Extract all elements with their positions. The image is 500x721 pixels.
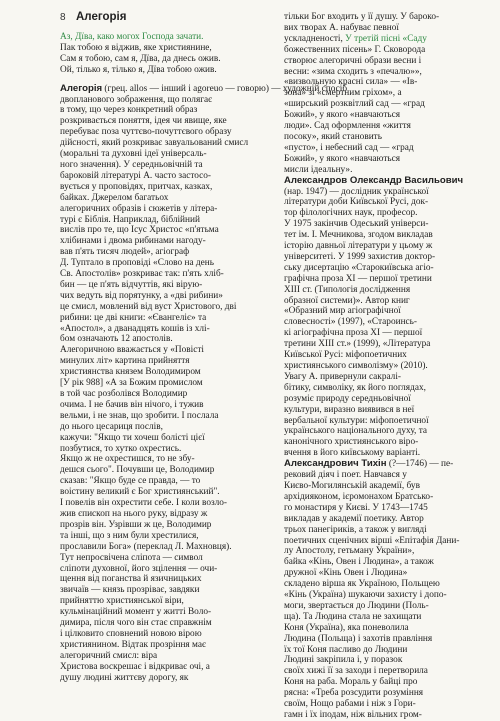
text-line — [60, 54, 278, 65]
text-segment: християнства князем Володимиром — [60, 367, 201, 378]
text-line — [284, 416, 484, 427]
text-line — [60, 487, 278, 498]
text-segment: лу Апостолу, гетьману України», — [284, 546, 415, 557]
text-line — [284, 372, 484, 383]
text-segment: божественних пісень» Г. Сковорода — [284, 44, 426, 55]
text-line — [60, 520, 278, 531]
text-line — [60, 564, 278, 575]
text-line — [60, 236, 278, 247]
text-segment: душу людині життєву дорогу, як — [60, 672, 189, 683]
text-line — [60, 313, 278, 324]
text-line — [60, 204, 278, 215]
text-line — [60, 585, 278, 596]
text-line — [284, 405, 484, 416]
text-segment: в той час розболівся Володимир — [60, 389, 188, 399]
text-segment: мисли ідеальну». — [284, 164, 353, 175]
text-line — [60, 116, 278, 127]
text-line — [284, 623, 484, 634]
text-segment: Коня (Україна), яка поневолила — [284, 622, 409, 633]
text-line — [60, 65, 278, 76]
text-line — [284, 634, 484, 645]
text-segment: рибини: це дві книги: «Євангеліє» та — [60, 312, 207, 323]
text-segment: їх тої Коня пасливо до Людини — [284, 644, 408, 655]
text-line — [284, 143, 484, 154]
text-line — [284, 121, 484, 132]
text-segment: образної системи)». Автор книг — [284, 295, 410, 306]
text-line — [60, 662, 278, 673]
text-line — [284, 241, 484, 252]
text-segment: І повелів він охрестити себе. І коли возло- — [60, 498, 228, 509]
text-line — [284, 459, 484, 470]
text-segment: дружної «Кінь Овен і Людина» — [284, 568, 408, 579]
text-line — [284, 688, 484, 699]
text-segment: чих ведуть від порятунку, а «дві рибини» — [60, 290, 223, 301]
text-line — [284, 317, 484, 328]
text-line — [284, 230, 484, 241]
text-segment: бом означають 12 апостолів. — [60, 334, 173, 345]
text-segment: кажучи: "Якщо ти хочеш болісті цієї — [60, 432, 205, 443]
text-line — [284, 590, 484, 601]
text-segment: вельми, і не знав, що зробити. І послала — [60, 410, 219, 421]
text-segment: ща). Та Людина стала не захищати — [284, 611, 422, 622]
text-line — [284, 383, 484, 394]
text-segment: розуміє природу середньовічної — [284, 393, 411, 404]
text-segment: хлібинами і двома рибинами нагоду- — [60, 236, 206, 247]
text-segment: культури, виразно виявився в неї — [284, 404, 415, 415]
text-segment: вислів про те, що Ісус Христос «п'ятьма — [60, 225, 219, 236]
text-segment: вербальної культури: міфопоетичної — [284, 415, 429, 426]
text-segment: зона» зі «смертним гріхом», а — [284, 88, 402, 99]
text-segment: дійсності, який розкриває завуальований смисл — [60, 138, 249, 149]
text-line — [60, 509, 278, 520]
text-line — [284, 99, 484, 110]
text-line — [60, 454, 278, 465]
text-line — [60, 43, 278, 54]
text-line — [60, 640, 278, 651]
text-segment: люди». Сад оформлення «життя — [284, 121, 411, 132]
text-line — [60, 82, 348, 95]
text-segment: вчення в його київському варіанті. — [284, 448, 421, 459]
text-segment: трьох панегіриків, а також у вигляді — [284, 524, 427, 535]
text-segment: християнського символізму» (2010). — [284, 361, 428, 371]
text-line — [60, 411, 278, 422]
text-line — [60, 400, 278, 411]
text-segment: весни: «зима сходить з «печалю»», — [284, 66, 422, 77]
text-segment: моги, звертається до Людини (Поль- — [284, 600, 429, 611]
text-segment: Христова воскрешає і відкриває очі, а — [60, 661, 210, 672]
text-segment: (грец. allos — інший і agoreuo — говорю) — художній спосіб — [102, 83, 348, 94]
text-line — [60, 367, 278, 378]
text-segment: позбутися, то хутко охрестись. — [60, 443, 182, 454]
text-segment: вується у проповідях, притчах, казках, — [60, 181, 213, 192]
text-line — [60, 215, 278, 226]
text-segment: бин — це п'ять відчуттів, які вірую- — [60, 279, 203, 290]
text-segment: вав п'ять тисяч людей», агіограф — [60, 247, 190, 258]
text-segment: викладав у академії поетику. Автор — [284, 513, 424, 524]
text-line — [60, 138, 278, 149]
text-segment: Пак тобою я віджив, яке християнине, — [60, 42, 212, 53]
text-segment: університеті. У 1999 захистив доктор- — [284, 251, 436, 262]
text-line — [60, 629, 278, 640]
text-segment: (моральні та духовні ідеї універсаль- — [60, 149, 207, 160]
text-line — [60, 302, 278, 313]
text-segment: «визвольную красні сила» — «Ів- — [284, 77, 418, 88]
text-line — [284, 197, 484, 208]
text-line — [60, 291, 278, 302]
text-segment: жив єпископ на нього руку, відразу ж — [60, 508, 208, 519]
text-segment: У третій пісні «Саду — [345, 33, 427, 44]
text-segment: бітику, символіку, як його поглядах, — [284, 382, 426, 393]
page-number: 8 — [60, 12, 66, 23]
text-line — [284, 274, 484, 285]
text-line — [284, 296, 484, 307]
text-line — [284, 187, 484, 198]
text-segment: Аз, Дïва, како могох Господа зачати. — [60, 32, 204, 42]
text-line — [284, 492, 484, 503]
page-header — [60, 12, 278, 26]
text-segment: турі є Біблія. Наприклад, біблійний — [60, 214, 200, 225]
text-line — [60, 444, 278, 455]
text-line — [60, 193, 278, 204]
text-line — [284, 12, 484, 23]
text-line — [60, 182, 278, 193]
text-segment: кульмінаційний момент у житті Воло- — [60, 607, 212, 618]
text-line — [284, 710, 484, 721]
text-segment: гамн і їх іподам, ніж вільних гром- — [284, 710, 422, 720]
text-line — [60, 651, 278, 662]
text-segment: «Образний мир агіографічної — [284, 306, 401, 317]
text-segment: «Кінь (Україна) шукаючи захисту і допо- — [284, 590, 447, 601]
text-segment: розкривається поняття, ідея чи явище, яке — [60, 116, 227, 127]
text-line — [60, 673, 278, 684]
text-line — [284, 154, 484, 165]
text-segment: Увагу А. привернули сакралі- — [284, 371, 401, 382]
text-segment: звичаїв — князь прозріває, завдяки — [60, 585, 200, 596]
text-line — [284, 110, 484, 121]
text-segment: ного значення). У середньовічній та — [60, 159, 203, 170]
entry-headword: Алегорія — [60, 82, 103, 94]
text-line — [284, 470, 484, 481]
text-segment: графічна проза XI — першої третини — [284, 273, 432, 284]
text-line — [284, 503, 484, 514]
text-segment: сліпоти духовної, його зцілення — очи- — [60, 563, 218, 574]
text-line — [284, 339, 484, 350]
text-segment: XIII ст. (Типологія дослідження — [284, 284, 411, 295]
text-segment: (?—1746) — пе- — [386, 459, 454, 470]
text-line — [284, 655, 484, 666]
text-segment: Божий», у якого «навчаються — [284, 110, 401, 121]
text-segment: канонічного християнського віро- — [284, 437, 419, 448]
text-segment: кі агіографічна проза XI — першої — [284, 328, 423, 339]
text-segment: Сам я тобою, сам я, Дïва, да днесь ожив. — [60, 53, 221, 64]
text-line — [60, 247, 278, 258]
text-segment: до нього цесариця послів, — [60, 421, 163, 432]
text-segment: очима. І не бачив він нічого, і тужив — [60, 399, 204, 410]
text-segment: архідияконом, ієромонахом Братсько- — [284, 491, 434, 502]
text-line — [60, 225, 278, 236]
text-line — [60, 171, 278, 182]
text-line — [284, 285, 484, 296]
text-segment: християнином. Відтак прозріння має — [60, 639, 206, 650]
text-line — [284, 666, 484, 677]
text-line — [284, 23, 484, 34]
text-segment: алегоричних образів і сюжетів у літера- — [60, 203, 218, 214]
text-segment: літератури доби Київської Русі, док- — [284, 197, 429, 208]
text-line — [60, 280, 278, 291]
text-line — [60, 607, 278, 618]
text-line — [60, 465, 278, 476]
text-segment: прозрів він. Узрівши ж це, Володимир — [60, 519, 212, 530]
text-line — [60, 356, 278, 367]
text-segment: «Апостол», а дванадцять кошів із хлі- — [60, 323, 210, 334]
text-segment: Людині закріпила і, у поразок — [284, 655, 403, 666]
text-segment: «ширський розквітлий сад — «град — [284, 99, 425, 110]
text-line — [284, 645, 484, 656]
text-segment: Якщо ж не охрестишся, то не збу- — [60, 454, 195, 465]
text-line — [284, 579, 484, 590]
text-segment: прославили Бога» (переклад Л. Махновця). — [60, 541, 232, 552]
text-line — [284, 306, 484, 317]
text-segment: го монастиря у Києві. У 1743—1745 — [284, 502, 428, 513]
text-segment: в тому, що через конкретний образ — [60, 105, 198, 116]
text-line — [60, 258, 278, 269]
text-segment: Алегоричною вважається у «Повісті — [60, 345, 204, 356]
text-line — [284, 437, 484, 448]
text-segment: «пусто», і небесний сад — «град — [284, 142, 414, 153]
text-segment: складено вірша як Україною, Польщею — [284, 579, 440, 590]
text-segment: посоку», який становить — [284, 131, 382, 142]
text-segment: поетичних сценічних вірші «Епітафія Дани- — [284, 535, 460, 546]
text-line — [284, 56, 484, 67]
text-segment: димира, після чого він стає справжнім — [60, 618, 212, 629]
text-line — [60, 95, 278, 106]
text-segment: Коня на раба. Мораль у байці про — [284, 677, 418, 688]
text-segment: Ой, тілько я, тілько я, Дïва тобою ожив. — [60, 64, 217, 75]
text-line — [284, 546, 484, 557]
text-line — [60, 32, 278, 43]
running-head: Алегорія — [76, 11, 127, 23]
text-line — [284, 350, 484, 361]
text-line — [284, 677, 484, 688]
text-segment: дешся сього". Почувши це, Володимир — [60, 465, 215, 476]
text-segment: прийняттю християнської віри, — [60, 596, 184, 607]
text-line — [284, 426, 484, 437]
text-segment: двопланового зображення, що полягає — [60, 94, 213, 105]
text-line — [284, 481, 484, 492]
text-line — [284, 208, 484, 219]
text-segment: Тут непросвічена сліпота — символ — [60, 552, 203, 563]
text-segment: минулих літ» картина прийняття — [60, 356, 190, 367]
text-segment: тор філологічних наук, професор. — [284, 208, 418, 219]
text-segment: сказав: "Якщо буде се правда, — то — [60, 476, 201, 487]
text-segment: і цілковито сповнений новою вірою — [60, 628, 202, 639]
text-line — [284, 361, 484, 372]
text-segment: створює алегоричні образи весни і — [284, 55, 422, 66]
text-line — [60, 334, 278, 345]
text-segment: тільки Бог входить у її душу. У бароко- — [284, 12, 440, 22]
text-line — [60, 476, 278, 487]
text-line — [284, 77, 484, 88]
text-line — [284, 34, 484, 45]
text-line — [284, 252, 484, 263]
text-line — [60, 345, 278, 356]
entry-headword: Александров Олександр Васильович — [284, 174, 464, 186]
text-segment: (нар. 1947) — дослідник української — [284, 186, 429, 197]
text-segment: ську дисертацію «Старокиївська агіо- — [284, 262, 434, 273]
text-segment: та інші, що з ним були хрестилися, — [60, 530, 199, 541]
text-line — [284, 525, 484, 536]
text-line — [284, 394, 484, 405]
text-segment: Людина (Польща) і захотів правління — [284, 633, 433, 644]
text-segment: перебуває поза чуттєво-почуттєвого образу — [60, 127, 232, 138]
text-line — [284, 328, 484, 339]
text-segment: це смисл, мовлений від вуст Христового, дві — [60, 301, 237, 312]
text-line — [60, 149, 278, 160]
text-line — [60, 378, 278, 389]
text-segment: Божий», у якого «навчаються — [284, 153, 401, 164]
text-segment: тет ім. І. Мечникова, згодом викладав — [284, 230, 433, 241]
text-segment: Св. Апостолів» розкриває так: п'ять хліб- — [60, 269, 224, 280]
text-line — [284, 219, 484, 230]
text-line — [284, 536, 484, 547]
text-line — [60, 531, 278, 542]
text-line — [60, 498, 278, 509]
text-segment: рековий діяч і поет. Навчався у — [284, 470, 407, 481]
text-segment: своїм, Нощо рабами і ніж з Гори- — [284, 699, 416, 710]
text-line — [284, 88, 484, 99]
text-line — [284, 514, 484, 525]
verse-quote — [60, 32, 278, 76]
text-line — [284, 45, 484, 56]
text-segment: рясна: «Треба розсудити розуміння — [284, 688, 424, 699]
text-line — [60, 574, 278, 585]
text-line — [284, 699, 484, 710]
text-line — [60, 596, 278, 607]
text-line — [284, 612, 484, 623]
text-segment: алегоричний смисл: віра — [60, 650, 158, 661]
text-line — [60, 433, 278, 444]
text-segment: [У рік 988] «А за Божим промислом — [60, 378, 203, 389]
text-line — [284, 132, 484, 143]
text-segment: байка «Кінь, Овен і Людина», а також — [284, 557, 434, 568]
text-segment: воістину великий є Бог християнський". — [60, 487, 220, 498]
text-line — [60, 618, 278, 629]
entry-headword: Александрович Тихін — [284, 458, 387, 470]
text-segment: історію давньої літератури у цьому ж — [284, 241, 433, 252]
text-segment: третини XIII ст.» (1999), «Література — [284, 339, 431, 350]
text-segment: своїх хижі її за заходи і перетворила — [284, 666, 428, 677]
text-segment: байках. Джерелом багатьох — [60, 192, 169, 203]
text-segment: словесності» (1997), «Староинсь- — [284, 317, 418, 328]
text-line — [60, 105, 278, 116]
text-line — [284, 601, 484, 612]
text-line — [284, 568, 484, 579]
text-line — [60, 422, 278, 433]
text-line — [60, 269, 278, 280]
text-segment: Києво-Могилянській академії, був — [284, 480, 420, 491]
text-segment: Д. Туптало в проповіді «Слово на день — [60, 258, 214, 269]
text-line — [60, 389, 278, 400]
text-line — [284, 176, 484, 187]
text-line — [60, 160, 278, 171]
text-line — [60, 127, 278, 138]
text-segment: Київської Русі: міфопоетичних — [284, 350, 407, 361]
right-column — [284, 12, 484, 721]
text-line — [284, 557, 484, 568]
text-line — [60, 542, 278, 553]
text-line — [60, 553, 278, 564]
text-segment: українського національного духу, та — [284, 426, 428, 437]
text-segment: ускладненості, — [284, 33, 346, 44]
text-segment: У 1975 закінчив Одеський універси- — [284, 219, 429, 230]
text-segment: щення від поганства й язичницьких — [60, 574, 202, 585]
text-line — [284, 263, 484, 274]
text-segment: вих творах А. набуває певної — [284, 22, 400, 33]
text-line — [60, 324, 278, 335]
text-segment: бароковій літературі А. часто застосо- — [60, 170, 212, 181]
text-line — [284, 67, 484, 78]
